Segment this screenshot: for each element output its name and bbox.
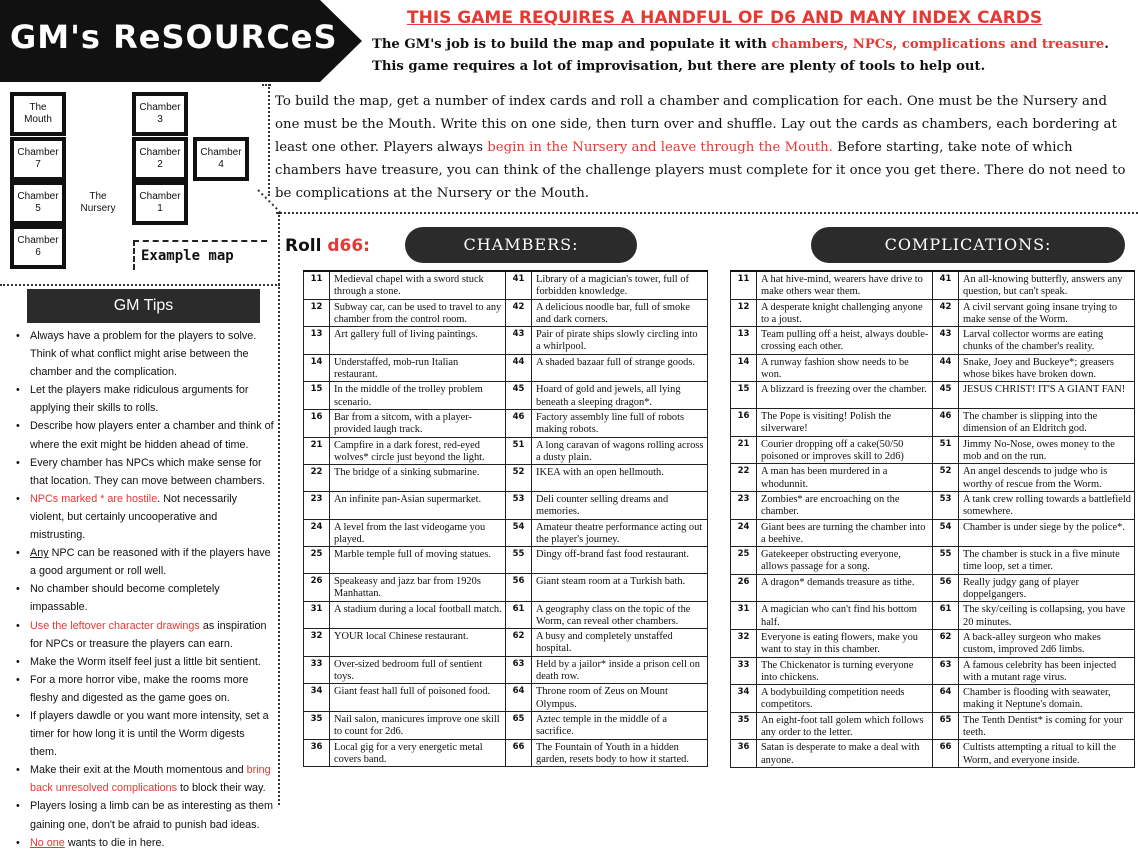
- roll-number: 51: [933, 436, 959, 464]
- roll-entry: Aztec temple in the middle of a sacrifice.: [532, 711, 708, 739]
- roll-entry: The sky/ceiling is collapsing, you have 20 minutes.: [959, 602, 1135, 630]
- tip-item: • No chamber should become completely impassable.: [8, 580, 274, 616]
- roll-number: 13: [304, 327, 330, 355]
- roll-entry: The bridge of a sinking submarine.: [330, 465, 506, 492]
- roll-entry: A dragon* demands treasure as tithe.: [757, 574, 933, 602]
- roll-number: 52: [933, 464, 959, 492]
- complication-row: [731, 740, 1135, 768]
- map-card-mouth: The Mouth: [10, 92, 66, 136]
- roll-number: 16: [731, 409, 757, 437]
- roll-number: 16: [304, 409, 330, 437]
- roll-entry: A stadium during a local football match.: [330, 601, 506, 629]
- tip-item: • If players dawdle or you want more intensity, set a timer for how long it is until the Worm digests them.: [8, 707, 274, 761]
- roll-number: 43: [506, 327, 532, 355]
- roll-number: 13: [731, 327, 757, 355]
- roll-number: 11: [304, 271, 330, 299]
- chamber-row: [304, 711, 708, 739]
- intro-text: To build the map, get a number of index cards and roll a chamber and complication for each. One must be the Nursery and one must be the Mouth. Write this on one side, then turn over and shuffle. Lay out the cards as chambers, each bordering at least one other. Players always: [275, 94, 1117, 155]
- chamber-row: [304, 519, 708, 547]
- roll-number: 55: [933, 547, 959, 575]
- roll-number: 32: [304, 629, 330, 657]
- chamber-row: [304, 601, 708, 629]
- tip-item: • Describe how players enter a chamber and think of where the exit might be hidden ahead of time.: [8, 417, 274, 453]
- roll-entry: YOUR local Chinese restaurant.: [330, 629, 506, 657]
- chamber-row: [304, 573, 708, 601]
- chamber-row: [304, 382, 708, 410]
- roll-entry: Giant bees are turning the chamber into a beehive.: [757, 519, 933, 547]
- roll-number: 35: [304, 711, 330, 739]
- roll-entry: A bodybuilding competition needs competitors.: [757, 685, 933, 713]
- roll-entry: Gatekeeper obstructing everyone, allows passage for a song.: [757, 547, 933, 575]
- chamber-row: [304, 465, 708, 492]
- complication-row: [731, 354, 1135, 382]
- roll-number: 56: [933, 574, 959, 602]
- roll-entry: A runway fashion show needs to be won.: [757, 354, 933, 382]
- roll-number: 34: [731, 685, 757, 713]
- roll-number: 45: [933, 382, 959, 409]
- separator-map-bottom: [0, 284, 280, 286]
- complication-row: [731, 657, 1135, 685]
- complication-row: [731, 574, 1135, 602]
- roll-entry: An angel descends to judge who is worthy of rescue from the Worm.: [959, 464, 1135, 492]
- roll-entry: Art gallery full of living paintings.: [330, 327, 506, 355]
- roll-entry: A desperate knight challenging anyone to a joust.: [757, 299, 933, 327]
- roll-entry: Snake, Joey and Buckeye*; greasers whose bikes have broken down.: [959, 354, 1135, 382]
- tip-item: • Let the players make ridiculous arguments for applying their skills to rolls.: [8, 381, 274, 417]
- intro-text-end: Before starting, take note of which chambers have treasure, you can think of the challenge players must complete for it once you get there. There do not need to be complications at the Nursery or the Mouth.: [275, 140, 1126, 201]
- roll-number: 14: [731, 354, 757, 382]
- roll-number: 46: [506, 409, 532, 437]
- roll-entry: Chamber is under siege by the police*.: [959, 519, 1135, 547]
- roll-number: 24: [731, 519, 757, 547]
- roll-number: 63: [506, 656, 532, 684]
- chamber-row: [304, 491, 708, 519]
- map-card-nursery: The Nursery: [70, 181, 126, 225]
- roll-entry: A magician who can't find his bottom half.: [757, 602, 933, 630]
- roll-number: 42: [933, 299, 959, 327]
- roll-number: 51: [506, 437, 532, 465]
- roll-number: 31: [731, 602, 757, 630]
- roll-number: 22: [731, 464, 757, 492]
- roll-entry: A back-alley surgeon who makes custom, improved 2d6 limbs.: [959, 629, 1135, 657]
- chamber-row: [304, 327, 708, 355]
- roll-number: 33: [731, 657, 757, 685]
- map-card-chamber-5: Chamber 5: [10, 181, 66, 225]
- gm-job-text: The GM's job is to build the map and populate it with: [372, 37, 772, 52]
- tip-item: • Players losing a limb can be as interesting as them gaining one, don't be afraid to punish bad ideas.: [8, 797, 274, 833]
- roll-number: 41: [933, 271, 959, 299]
- roll-number: 44: [933, 354, 959, 382]
- roll-number: 65: [506, 711, 532, 739]
- complication-row: [731, 602, 1135, 630]
- complication-row: [731, 712, 1135, 740]
- roll-number: 21: [731, 436, 757, 464]
- roll-entry: IKEA with an open hellmouth.: [532, 465, 708, 492]
- complication-row: [731, 382, 1135, 409]
- gm-job-paragraph: [372, 34, 1132, 78]
- tip-item: • Any NPC can be reasoned with if the players have a good argument or roll well.: [8, 544, 274, 580]
- roll-entry: Everyone is eating flowers, make you want to stay in this chamber.: [757, 629, 933, 657]
- roll-number: 56: [506, 573, 532, 601]
- separator-left-column: [278, 212, 280, 805]
- roll-entry: Dingy off-brand fast food restaurant.: [532, 547, 708, 574]
- chamber-row: [304, 739, 708, 767]
- roll-number: 15: [304, 382, 330, 410]
- roll-number: 36: [731, 740, 757, 768]
- complication-row: [731, 547, 1135, 575]
- complication-row: [731, 299, 1135, 327]
- roll-entry: Library of a magician's tower, full of forbidden knowledge.: [532, 271, 708, 299]
- complication-row: [731, 519, 1135, 547]
- roll-entry: JESUS CHRIST! IT'S A GIANT FAN!: [959, 382, 1135, 409]
- complication-row: [731, 464, 1135, 492]
- roll-entry: Speakeasy and jazz bar from 1920s Manhattan.: [330, 573, 506, 601]
- chamber-row: [304, 271, 708, 299]
- chamber-row: [304, 409, 708, 437]
- roll-entry: Held by a jailor* inside a prison cell on death row.: [532, 656, 708, 684]
- map-card-chamber-2: Chamber 2: [132, 137, 188, 181]
- complication-row: [731, 436, 1135, 464]
- chamber-row: [304, 547, 708, 574]
- roll-number: 31: [304, 601, 330, 629]
- roll-entry: Really judgy gang of player doppelgangers.: [959, 574, 1135, 602]
- intro-highlight: begin in the Nursery and leave through the Mouth.: [487, 140, 833, 155]
- roll-number: 52: [506, 465, 532, 492]
- roll-number: 43: [933, 327, 959, 355]
- roll-number: 46: [933, 409, 959, 437]
- roll-number: 66: [506, 739, 532, 767]
- roll-number: 53: [933, 491, 959, 519]
- map-card-chamber-4: Chamber 4: [193, 137, 249, 181]
- gm-tips-list: [8, 327, 274, 852]
- roll-entry: The Chickenator is turning everyone into chickens.: [757, 657, 933, 685]
- gm-job-highlight: chambers, NPCs, complications and treasure: [771, 37, 1105, 52]
- roll-number: 24: [304, 519, 330, 547]
- chamber-row: [304, 299, 708, 327]
- chambers-table: [303, 270, 708, 767]
- roll-number: 23: [731, 491, 757, 519]
- tip-item: • Always have a problem for the players to solve. Think of what conflict might arise between the chamber and the complication.: [8, 327, 274, 381]
- chamber-row: [304, 684, 708, 712]
- roll-number: 23: [304, 491, 330, 519]
- intro-paragraph: [275, 90, 1133, 205]
- roll-entry: A hat hive-mind, wearers have drive to make others wear them.: [757, 271, 933, 299]
- roll-entry: Satan is desperate to make a deal with anyone.: [757, 740, 933, 768]
- roll-entry: The chamber is slipping into the dimension of an Eldritch god.: [959, 409, 1135, 437]
- roll-entry: A famous celebrity has been injected with a mutant rage virus.: [959, 657, 1135, 685]
- roll-number: 33: [304, 656, 330, 684]
- roll-number: 12: [304, 299, 330, 327]
- roll-number: 22: [304, 465, 330, 492]
- roll-entry: Deli counter selling dreams and memories.: [532, 491, 708, 519]
- tip-item: • For a more horror vibe, make the rooms more fleshy and digested as the game goes on.: [8, 671, 274, 707]
- roll-entry: Subway car, can be used to travel to any chamber from the control room.: [330, 299, 506, 327]
- roll-entry: Campfire in a dark forest, red-eyed wolves* circle just beyond the light.: [330, 437, 506, 465]
- roll-number: 15: [731, 382, 757, 409]
- roll-entry: A delicious noodle bar, full of smoke and dark corners.: [532, 299, 708, 327]
- map-card-chamber-3: Chamber 3: [132, 92, 188, 136]
- roll-number: 45: [506, 382, 532, 410]
- roll-entry: Zombies* are encroaching on the chamber.: [757, 491, 933, 519]
- chamber-row: [304, 437, 708, 465]
- roll-number: 11: [731, 271, 757, 299]
- roll-number: 26: [731, 574, 757, 602]
- gm-tips-heading: GM Tips: [27, 289, 260, 323]
- complication-row: [731, 491, 1135, 519]
- roll-entry: A civil servant going insane trying to make sense of the Worm.: [959, 299, 1135, 327]
- roll-number: 64: [506, 684, 532, 712]
- roll-number: 34: [304, 684, 330, 712]
- roll-number: 21: [304, 437, 330, 465]
- roll-entry: Marble temple full of moving statues.: [330, 547, 506, 574]
- complications-heading: COMPLICATIONS:: [811, 227, 1125, 263]
- roll-number: 55: [506, 547, 532, 574]
- roll-number: 53: [506, 491, 532, 519]
- roll-entry: An all-knowing butterfly, answers any question, but can't speak.: [959, 271, 1135, 299]
- roll-number: 26: [304, 573, 330, 601]
- complication-row: [731, 271, 1135, 299]
- roll-number: 36: [304, 739, 330, 767]
- roll-entry: Cultists attempting a ritual to kill the Worm, and everyone inside.: [959, 740, 1135, 768]
- map-card-chamber-1: Chamber 1: [132, 181, 188, 225]
- chamber-row: [304, 656, 708, 684]
- roll-number: 65: [933, 712, 959, 740]
- tip-item: • Every chamber has NPCs which make sense for that location. They can move between chambers.: [8, 454, 274, 490]
- roll-entry: Bar from a sitcom, with a player-provided laugh track.: [330, 409, 506, 437]
- roll-entry: In the middle of the trolley problem scenario.: [330, 382, 506, 410]
- roll-number: 61: [506, 601, 532, 629]
- roll-number: 54: [933, 519, 959, 547]
- roll-entry: Medieval chapel with a sword stuck through a stone.: [330, 271, 506, 299]
- roll-entry: Over-sized bedroom full of sentient toys.: [330, 656, 506, 684]
- roll-entry: Local gig for a very energetic metal covers band.: [330, 739, 506, 767]
- roll-entry: Jimmy No-Nose, owes money to the mob and on the run.: [959, 436, 1135, 464]
- tip-item: • Make their exit at the Mouth momentous and bring back unresolved complications to block their way.: [8, 761, 274, 797]
- roll-entry: A level from the last videogame you played.: [330, 519, 506, 547]
- roll-entry: Factory assembly line full of robots making robots.: [532, 409, 708, 437]
- roll-number: 32: [731, 629, 757, 657]
- roll-entry: Amateur theatre performance acting out the player's journey.: [532, 519, 708, 547]
- complications-table: [730, 270, 1135, 768]
- map-card-chamber-6: Chamber 6: [10, 225, 66, 269]
- roll-number: 25: [731, 547, 757, 575]
- roll-number: 35: [731, 712, 757, 740]
- requirement-heading: THIS GAME REQUIRES A HANDFUL OF D6 AND MANY INDEX CARDS: [407, 8, 1043, 28]
- page-title: GM's ReSOURCeS: [10, 18, 338, 56]
- example-map-label: Example map: [133, 240, 267, 270]
- roll-d66-label: Roll d66:: [285, 236, 370, 256]
- roll-entry: Team pulling off a heist, always double-crossing each other.: [757, 327, 933, 355]
- roll-number: 25: [304, 547, 330, 574]
- chamber-row: [304, 629, 708, 657]
- tip-item: • Use the leftover character drawings as inspiration for NPCs or treasure the players can earn.: [8, 617, 274, 653]
- roll-number: 54: [506, 519, 532, 547]
- roll-entry: Understaffed, mob-run Italian restaurant.: [330, 354, 506, 382]
- complication-row: [731, 629, 1135, 657]
- title-banner: [0, 0, 362, 82]
- roll-number: 66: [933, 740, 959, 768]
- roll-entry: A busy and completely unstaffed hospital.: [532, 629, 708, 657]
- roll-entry: Giant feast hall full of poisoned food.: [330, 684, 506, 712]
- roll-number: 44: [506, 354, 532, 382]
- roll-number: 63: [933, 657, 959, 685]
- roll-entry: An infinite pan-Asian supermarket.: [330, 491, 506, 519]
- roll-entry: Pair of pirate ships slowly circling into a whirlpool.: [532, 327, 708, 355]
- roll-number: 12: [731, 299, 757, 327]
- roll-entry: The Pope is visiting! Polish the silverware!: [757, 409, 933, 437]
- complication-row: [731, 327, 1135, 355]
- roll-entry: Giant steam room at a Turkish bath.: [532, 573, 708, 601]
- roll-entry: The Tenth Dentist* is coming for your teeth.: [959, 712, 1135, 740]
- gm-job-text-end: . This game requires a lot of improvisation, but there are plenty of tools to help out.: [372, 37, 1109, 74]
- roll-entry: A man has been murdered in a whodunnit.: [757, 464, 933, 492]
- roll-entry: A blizzard is freezing over the chamber.: [757, 382, 933, 409]
- roll-entry: Throne room of Zeus on Mount Olympus.: [532, 684, 708, 712]
- roll-number: 42: [506, 299, 532, 327]
- roll-entry: A tank crew rolling towards a battlefield somewhere.: [959, 491, 1135, 519]
- separator-map-right: [268, 84, 270, 196]
- roll-entry: The chamber is stuck in a five minute time loop, set a timer.: [959, 547, 1135, 575]
- tip-item: • No one wants to die in here.: [8, 834, 274, 852]
- chamber-row: [304, 354, 708, 382]
- roll-entry: The Fountain of Youth in a hidden garden, resets body to how it started.: [532, 739, 708, 767]
- roll-number: 41: [506, 271, 532, 299]
- separator-intro-bottom: [276, 212, 1138, 214]
- map-card-chamber-7: Chamber 7: [10, 137, 66, 181]
- roll-entry: Larval collector worms are eating chunks of the chamber's reality.: [959, 327, 1135, 355]
- roll-entry: An eight-foot tall golem which follows any order to the letter.: [757, 712, 933, 740]
- roll-entry: Chamber is flooding with seawater, making it Neptune's domain.: [959, 685, 1135, 713]
- tip-item: • NPCs marked * are hostile. Not necessarily violent, but certainly uncooperative and mistrusting.: [8, 490, 274, 544]
- roll-entry: A long caravan of wagons rolling across a dusty plain.: [532, 437, 708, 465]
- complication-row: [731, 685, 1135, 713]
- complication-row: [731, 409, 1135, 437]
- roll-number: 62: [933, 629, 959, 657]
- roll-number: 64: [933, 685, 959, 713]
- roll-number: 61: [933, 602, 959, 630]
- roll-entry: Courier dropping off a cake(50/50 poisoned or improves skill to 2d6): [757, 436, 933, 464]
- roll-number: 62: [506, 629, 532, 657]
- roll-entry: A shaded bazaar full of strange goods.: [532, 354, 708, 382]
- roll-number: 14: [304, 354, 330, 382]
- chambers-heading: CHAMBERS:: [405, 227, 637, 263]
- roll-entry: A geography class on the topic of the Worm, can reveal other chambers.: [532, 601, 708, 629]
- tip-item: • Make the Worm itself feel just a little bit sentient.: [8, 653, 274, 671]
- roll-entry: Hoard of gold and jewels, all lying beneath a sleeping dragon*.: [532, 382, 708, 410]
- roll-entry: Nail salon, manicures improve one skill to count for 2d6.: [330, 711, 506, 739]
